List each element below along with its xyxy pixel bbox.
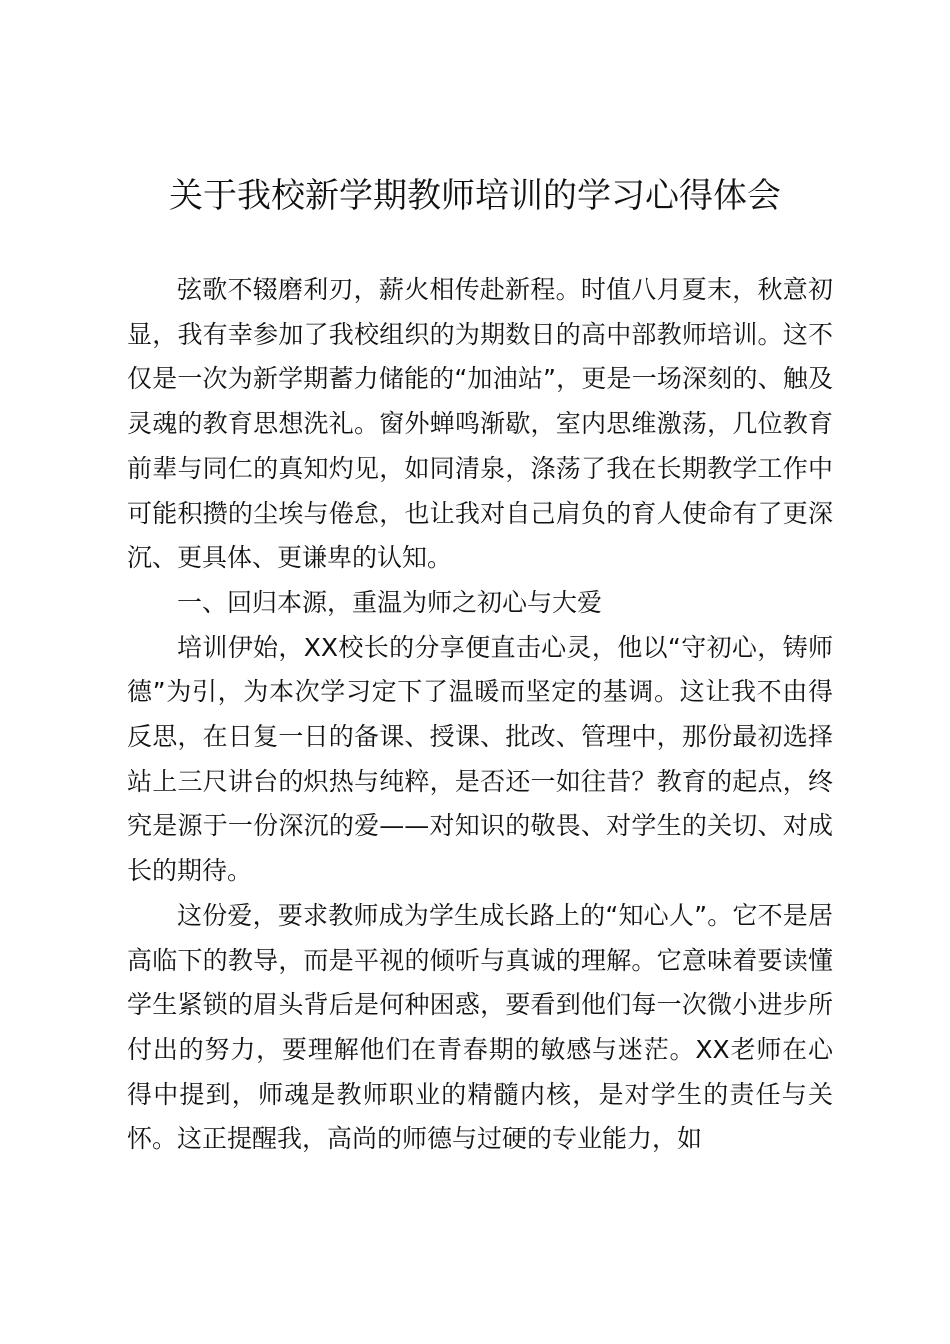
paragraph-intro: 弦歌不辍磨利刃，薪火相传赴新程。时值八月夏末，秋意初显，我有幸参加了我校组织的为期数日的高中部教师培训。这不仅是一次为新学期蓄力储能的“加油站”，更是一场深刻的、触及灵魂的教育思想洗礼。窗外蝉鸣渐歇，室内思维激荡，几位教育前辈与同仁的真知灼见，如同清泉，涤荡了我在长期教学工作中可能积攒的尘埃与倦怠，也让我对自己肩负的育人使命有了更深沉、更具体、更谦卑的认知。 — [127, 275, 833, 573]
section-heading-1: 一、回归本源，重温为师之初心与大爱 — [177, 587, 603, 617]
paragraph-section1-a: 培训伊始，XX校长的分享便直击心灵，他以“守初心，铸师德”为引，为本次学习定下了温暖而坚定的基调。这让我不由得反思，在日复一日的备课、授课、批改、管理中，那份最初选择站上三尺讲台的炽热与纯粹，是否还一如往昔？教育的起点，终究是源于一份深沉的爱——对知识的敬畏、对学生的关切、对成长的期待。 — [127, 632, 833, 886]
document-body — [127, 268, 833, 1162]
document-title: 关于我校新学期教师培训的学习心得体会 — [169, 176, 781, 216]
paragraph-section1-b: 这份爱，要求教师成为学生成长路上的“知心人”。它不是居高临下的教导，而是平视的倾听与真诚的理解。它意味着要读懂学生紧锁的眉头背后是何种困惑，要看到他们每一次微小进步所付出的努力，要理解他们在青春期的敏感与迷茫。XX老师在心得中提到，师魂是教师职业的精髓内核，是对学生的责任与关怀。这正提醒我，高尚的师德与过硬的专业能力，如 — [127, 900, 833, 1154]
